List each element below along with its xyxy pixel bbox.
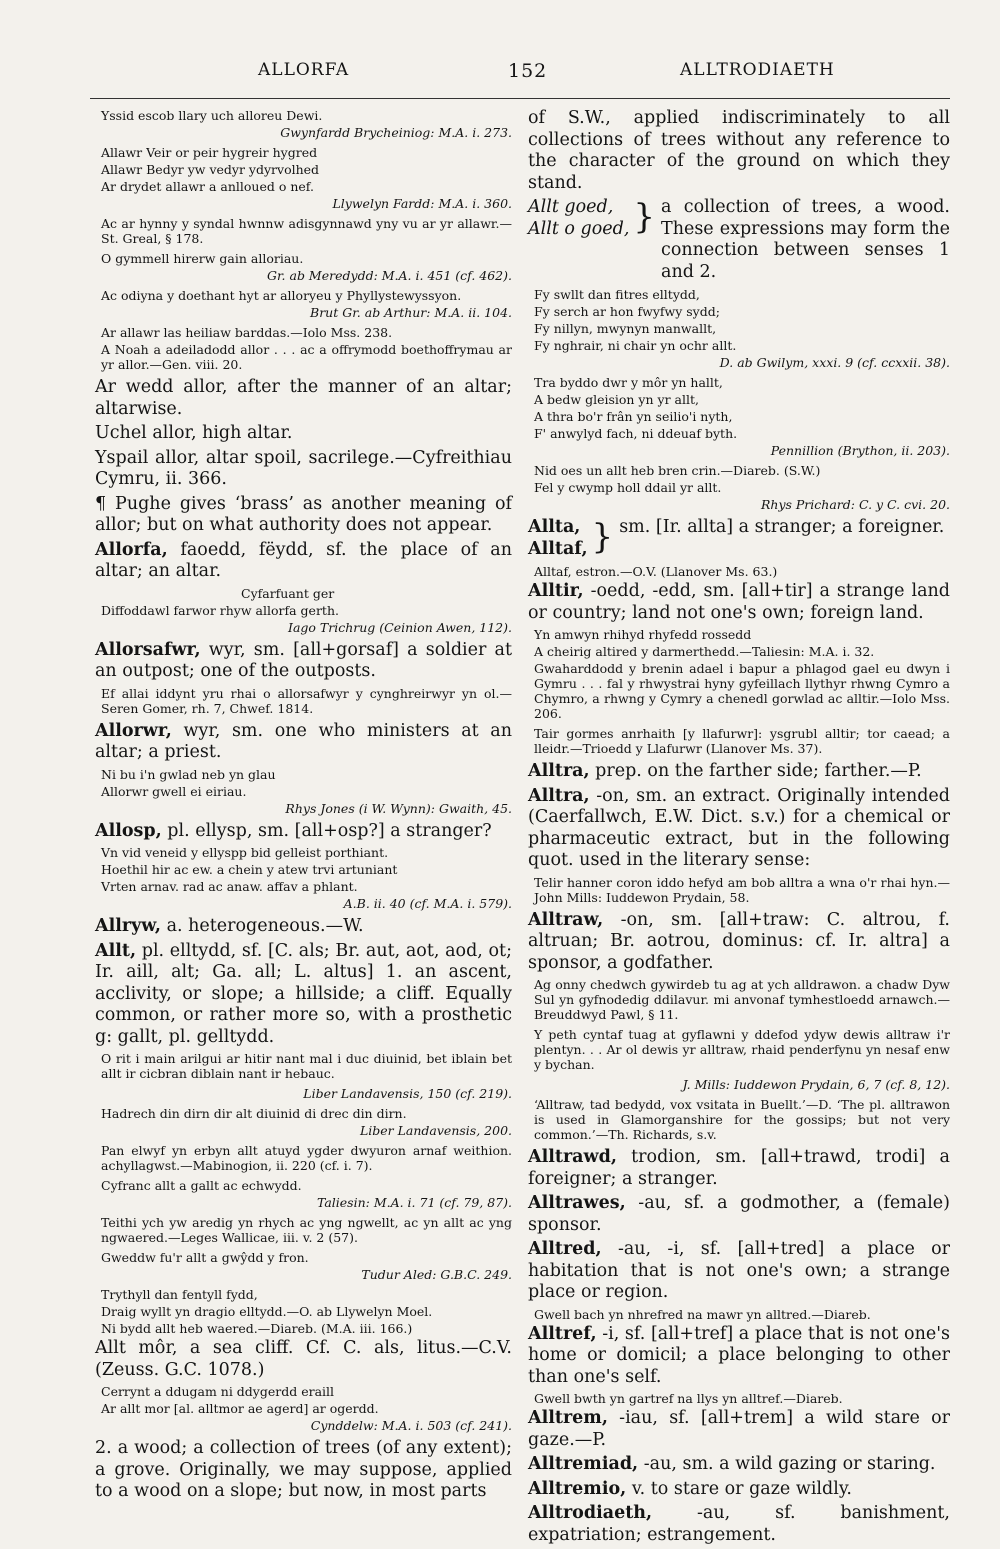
quotation-line: A Noah a adeiladodd allor . . . ac a offrymodd boethoffrymau ar yr allor.—Gen. viii. 20. bbox=[101, 342, 512, 372]
quotation-line: Fy swllt dan fitres elltydd, bbox=[534, 287, 700, 302]
citation-source: Pennillion (Brython, ii. 203). bbox=[770, 443, 950, 458]
dictionary-entry bbox=[528, 1147, 950, 1190]
quotation-line: Yssid escob llary uch alloreu Dewi. bbox=[101, 108, 323, 123]
entry-paragraph: Yspail allor, altar spoil, sacrilege.—Cyfreithiau Cymru, ii. 366. bbox=[95, 447, 512, 489]
quotation-line: A thra bo'r frân yn seilio'i nyth, bbox=[534, 409, 733, 424]
dictionary-entry bbox=[528, 761, 950, 783]
entry-definition: pl. elltydd, sf. [C. als; Br. aut, aot, aod, ot; Ir. aill, alt; Ga. all; L. altus] 1. an ascent, acclivity, or slope; a hillside; a cliff. Equally common, or rather more so, with a prosthetic g: gallt, pl. gelltydd. bbox=[95, 940, 512, 1047]
quotation-line: Y peth cyntaf tuag at gyflawni y ddefod ydyw dewis alltraw i'r plentyn. . . Ar ol dewis yr alltraw, rhaid penderfynu yn nesaf enw y bychan. bbox=[534, 1027, 950, 1072]
entry-definition: -on, sm. [all+traw: C. altrou, f. altruan; Br. aotrou, dominus: cf. Ir. altra] a sponsor, a godfather. bbox=[528, 909, 950, 973]
quotation-line: Ac odiyna y doethant hyt ar alloryeu y Phyllystewyssyon. bbox=[101, 288, 462, 303]
paired-entry bbox=[528, 197, 950, 283]
entry-definition: -au, -i, sf. [all+tred] a place or habitation that is not one's own; a strange place or region. bbox=[528, 1239, 950, 1302]
dictionary-entry bbox=[528, 1324, 950, 1389]
entry-paragraph: 2. a wood; a collection of trees (of any extent); a grove. Originally, we may suppose, applied to a wood on a slope; but now, in most parts bbox=[95, 1438, 512, 1501]
quotation-line: A cheirig altired y darmerthedd.—Taliesin: M.A. i. 32. bbox=[534, 644, 875, 659]
entry-definition: faoedd, fëydd, sf. the place of an altar; an altar. bbox=[95, 539, 512, 581]
quotation-line: Ac ar hynny y syndal hwnnw adisgynnawd yny vu ar yr allawr.—St. Greal, § 178. bbox=[101, 216, 512, 246]
entry-definition: a. heterogeneous.—W. bbox=[161, 916, 364, 936]
quotation-line: Fel y cwymp holl ddail yr allt. bbox=[534, 480, 722, 495]
entry-headword: Alltred, bbox=[528, 1239, 602, 1259]
entry-headword: Alltrodiaeth, bbox=[528, 1503, 653, 1523]
entry-definition: wyr, sm. one who ministers at an altar; a priest. bbox=[95, 720, 512, 762]
quotation-line: Fy nillyn, mwynyn manwallt, bbox=[534, 321, 717, 336]
entry-definition: -iau, sf. [all+trem] a wild stare or gaze.—P. bbox=[528, 1408, 950, 1450]
quotation-line: ‘Alltraw, tad bedydd, vox vsitata in Buellt.’—D. ‘The pl. alltrawon is used in Glamorganshire for the gossips; but not very common.’—Th. Richards, s.v. bbox=[534, 1097, 950, 1142]
quotation-line: Cyfarfuant ger bbox=[241, 585, 335, 601]
dictionary-entry bbox=[95, 916, 512, 938]
quotation-line: Cerrynt a ddugam ni ddygerdd eraill bbox=[101, 1384, 335, 1399]
entry-definition: v. to stare or gaze wildly. bbox=[626, 1478, 852, 1499]
dictionary-entry bbox=[528, 910, 950, 975]
quotation-line: Tra byddo dwr y môr yn hallt, bbox=[534, 375, 723, 390]
dictionary-entry bbox=[95, 941, 512, 1049]
quotation-line: Tair gormes anrhaith [y llafurwr]: ysgrubl alltir; tor caead; a lleidr.—Trioedd y Llafurwr (Llanover Ms. 37). bbox=[534, 726, 950, 756]
dictionary-entry bbox=[528, 1454, 950, 1476]
quotation-line: A bedw gleision yn yr allt, bbox=[534, 392, 699, 407]
page-number: 152 bbox=[508, 60, 548, 82]
citation-source: Liber Landavensis, 150 (cf. 219). bbox=[303, 1086, 512, 1101]
quotation-line: Fy nghrair, ni chair yn ochr allt. bbox=[534, 338, 737, 353]
entry-headword: Allryw, bbox=[95, 916, 161, 936]
entry-headword: Alltrawd, bbox=[528, 1147, 617, 1167]
entry-paragraph: ¶ Pughe gives ‘brass’ as another meaning of allor; but on what authority does not appear. bbox=[95, 493, 512, 535]
paired-headwords: Allt goed, Allt o goed, bbox=[528, 197, 630, 239]
dictionary-entry bbox=[95, 640, 512, 683]
entry-headword: Alltref, bbox=[528, 1323, 597, 1344]
quotation-line: Gweddw fu'r allt a gwŷdd y fron. bbox=[101, 1250, 309, 1265]
entry-paragraph: Allt môr, a sea cliff. Cf. C. als, litus.—C.V. (Zeuss. G.C. 1078.) bbox=[95, 1338, 512, 1380]
entry-definition: prep. on the farther side; farther.—P. bbox=[589, 761, 922, 781]
entry-definition: -on, sm. an extract. Originally intended (Caerfallwch, E.W. Dict. s.v.) for a chemical or pharmaceutic extract, but in the following quot. used in the literary sense: bbox=[528, 785, 950, 870]
dictionary-entry bbox=[528, 1503, 950, 1546]
quotation-line: Hadrech din dirn dir alt diuinid di drec din dirn. bbox=[101, 1106, 407, 1121]
left-column bbox=[95, 108, 512, 1506]
citation-source: A.B. ii. 40 (cf. M.A. i. 579). bbox=[343, 896, 512, 911]
citation-source: Brut Gr. ab Arthur: M.A. ii. 104. bbox=[310, 305, 512, 320]
entry-definition: -au, sm. a wild gazing or staring. bbox=[638, 1454, 936, 1474]
quotation-line: Gwell bwth yn gartref na llys yn alltref.—Diareb. bbox=[534, 1391, 843, 1406]
dictionary-entry bbox=[528, 1479, 950, 1501]
citation-source: J. Mills: Iuddewon Prydain, 6, 7 (cf. 8, 12). bbox=[682, 1077, 950, 1092]
entry-headword: Alltrem, bbox=[528, 1408, 608, 1428]
citation-source: Cynddelw: M.A. i. 503 (cf. 241). bbox=[310, 1418, 512, 1433]
citation-source: Iago Trichrug (Ceinion Awen, 112). bbox=[288, 619, 512, 635]
entry-headword: Allorwr, bbox=[95, 720, 172, 741]
citation-source: Llywelyn Fardd: M.A. i. 360. bbox=[332, 196, 512, 211]
header-right-word: ALLTRODIAETH bbox=[680, 60, 835, 80]
entry-paragraph: Ar wedd allor, after the manner of an altar; altarwise. bbox=[95, 377, 512, 419]
entry-headword: Alltremiad, bbox=[528, 1454, 639, 1474]
brace-mark: } bbox=[633, 197, 656, 237]
entry-headword: Allosp, bbox=[95, 820, 162, 841]
entry-definition: pl. ellysp, sm. [all+osp?] a stranger? bbox=[161, 820, 492, 841]
citation-source: Rhys Jones (i W. Wynn): Gwaith, 45. bbox=[285, 800, 512, 816]
entry-definition: wyr, sm. [all+gorsaf] a soldier at an outpost; one of the outposts. bbox=[95, 639, 512, 681]
entry-paragraph: of S.W., applied indiscriminately to all collections of trees without any reference to the character of the ground on which they stand. bbox=[528, 108, 950, 193]
quotation-line: Gwell bach yn nhrefred na mawr yn alltred.—Diareb. bbox=[534, 1306, 871, 1322]
entry-headword: Alltra, bbox=[528, 761, 590, 781]
quotation-line: Allawr Bedyr yw vedyr ydyrvolhed bbox=[101, 162, 320, 177]
quotation-line: Fy serch ar hon fwyfwy sydd; bbox=[534, 304, 720, 319]
entry-headword: Allt, bbox=[95, 940, 137, 961]
quotation-line: Yn amwyn rhihyd rhyfedd rossedd bbox=[534, 627, 752, 642]
quotation-line: Ar allawr las heiliaw barddas.—Iolo Mss. 238. bbox=[101, 325, 393, 340]
paired-definition: a collection of trees, a wood. These expressions may form the connection between senses 1 and 2. bbox=[661, 197, 950, 282]
dictionary-entry bbox=[528, 786, 950, 872]
quotation-line: Hoethil hir ac ew. a chein y atew trvi artuniant bbox=[101, 862, 398, 877]
quotation-line: Allawr Veir or peir hygreir hygred bbox=[101, 145, 318, 160]
paired-definition: sm. [Ir. allta] a stranger; a foreigner. bbox=[619, 517, 945, 537]
quotation-line: O rit i main arilgui ar hitir nant mal i duc diuinid, bet iblain bet allt ir cicbran diblain nant ir hebauc. bbox=[101, 1051, 512, 1081]
quotation-line: O gymmell hirerw gain alloriau. bbox=[101, 251, 304, 266]
paired-headwords: Allta, Alltaf, bbox=[528, 517, 588, 559]
citation-source: Gwynfardd Brycheiniog: M.A. i. 273. bbox=[280, 125, 512, 140]
dictionary-entry bbox=[95, 821, 512, 843]
dictionary-entry bbox=[528, 1408, 950, 1451]
quotation-line: Ni bydd allt heb waered.—Diareb. (M.A. iii. 166.) bbox=[101, 1321, 413, 1336]
quotation-line: Draig wyllt yn dragio elltydd.—O. ab Llywelyn Moel. bbox=[101, 1304, 433, 1319]
quotation-line: Gwaharddodd y brenin adael i bapur a phlagod gael eu dwyn i Gymru . . . fal y rhwystrai hyny gyfeillach llythyr rhwng Cymro a Chymro, a rhwng y Cymry a chenedl gorwlad ac alltir.—Iolo Mss. 206. bbox=[534, 661, 950, 721]
entry-definition: -au, sf. a godmother, a (female) sponsor. bbox=[528, 1193, 950, 1235]
entry-headword: Alltraw, bbox=[528, 909, 604, 930]
dictionary-entry bbox=[95, 721, 512, 764]
citation-source: Rhys Prichard: C. y C. cvi. 20. bbox=[760, 497, 950, 512]
dictionary-entry bbox=[528, 581, 950, 624]
quotation-line: Ag onny chedwch gywirdeb tu ag at ych alldrawon. a chadw Dyw Sul yn gyfnodedig ddilavur. mi anvonaf tymhestloedd arnawch.—Breuddwyd Pawl, § 11. bbox=[534, 977, 950, 1022]
right-column bbox=[528, 108, 950, 1549]
citation-source: Gr. ab Meredydd: M.A. i. 451 (cf. 462). bbox=[266, 268, 512, 283]
dictionary-entry bbox=[95, 540, 512, 583]
entry-headword: Alltra, bbox=[528, 785, 590, 806]
citation-source: Taliesin: M.A. i. 71 (cf. 79, 87). bbox=[316, 1195, 512, 1210]
quotation-line: F' anwylyd fach, ni ddeuaf byth. bbox=[534, 426, 738, 441]
quotation-line: Vn vid veneid y ellyspp bid gelleist porthiant. bbox=[101, 845, 389, 860]
quotation-line: Trythyll dan fentyll fydd, bbox=[101, 1287, 258, 1302]
quotation-line: Alltaf, estron.—O.V. (Llanover Ms. 63.) bbox=[534, 564, 778, 579]
quotation-line: Telir hanner coron iddo hefyd am bob alltra a wna o'r rhai hyn.—John Mills: Iuddewon Prydain, 58. bbox=[534, 874, 950, 905]
quotation-line: Teithi ych yw aredig yn rhych ac yng ngwellt, ac yn allt ac yng ngwaered.—Leges Wallicae, iii. v. 2 (57). bbox=[101, 1215, 512, 1245]
quotation-line: Ef allai iddynt yru rhai o allorsafwyr y cynghreirwyr yn ol.—Seren Gomer, rh. 7, Chwef. 1814. bbox=[101, 685, 512, 716]
entry-headword: Alltir, bbox=[528, 581, 584, 601]
entry-definition: -oedd, -edd, sm. [all+tir] a strange land or country; land not one's own; foreign land. bbox=[528, 581, 950, 623]
quotation-line: Ni bu i'n gwlad neb yn glau bbox=[101, 766, 276, 782]
entry-headword: Allorsafwr, bbox=[95, 639, 201, 660]
entry-headword: Allorfa, bbox=[95, 539, 168, 560]
paired-entry bbox=[528, 517, 950, 560]
dictionary-entry bbox=[528, 1239, 950, 1304]
header-rule bbox=[90, 98, 950, 99]
quotation-line: Allorwr gwell ei eiriau. bbox=[101, 783, 247, 799]
running-header bbox=[90, 60, 950, 90]
entry-definition: trodion, sm. [all+trawd, trodi] a foreigner; a stranger. bbox=[528, 1147, 950, 1189]
dictionary-entry bbox=[528, 1193, 950, 1236]
entry-paragraph: Uchel allor, high altar. bbox=[95, 423, 293, 443]
quotation-line: Ar drydet allawr a anlloued o nef. bbox=[101, 179, 314, 194]
quotation-line: Cyfranc allt a gallt ac echwydd. bbox=[101, 1178, 302, 1193]
citation-source: Liber Landavensis, 200. bbox=[359, 1123, 512, 1138]
brace-mark: } bbox=[591, 517, 614, 557]
quotation-line: Diffoddawl farwor rhyw allorfa gerth. bbox=[101, 602, 339, 618]
citation-source: D. ab Gwilym, xxxi. 9 (cf. ccxxii. 38). bbox=[719, 355, 950, 370]
quotation-line: Ar allt mor [al. alltmor ae agerd] ar ogerdd. bbox=[101, 1401, 379, 1416]
entry-definition: -au, sf. banishment, expatriation; estrangement. bbox=[528, 1503, 950, 1545]
entry-definition: -i, sf. [all+tref] a place that is not one's home or domicil; a place belonging to other than one's self. bbox=[528, 1323, 950, 1387]
quotation-line: Pan elwyf yn erbyn allt atuyd ygder dwyuron arnaf weithion. achyllagwst.—Mabinogion, ii. 220 (cf. i. 7). bbox=[101, 1143, 512, 1173]
header-left-word: ALLORFA bbox=[258, 60, 350, 80]
citation-source: Tudur Aled: G.B.C. 249. bbox=[361, 1267, 512, 1282]
entry-headword: Alltremio, bbox=[528, 1478, 627, 1499]
quotation-line: Vrten arnav. rad ac anaw. affav a phlant. bbox=[101, 879, 358, 894]
quotation-line: Nid oes un allt heb bren crin.—Diareb. (S.W.) bbox=[534, 463, 821, 478]
entry-headword: Alltrawes, bbox=[528, 1193, 626, 1213]
